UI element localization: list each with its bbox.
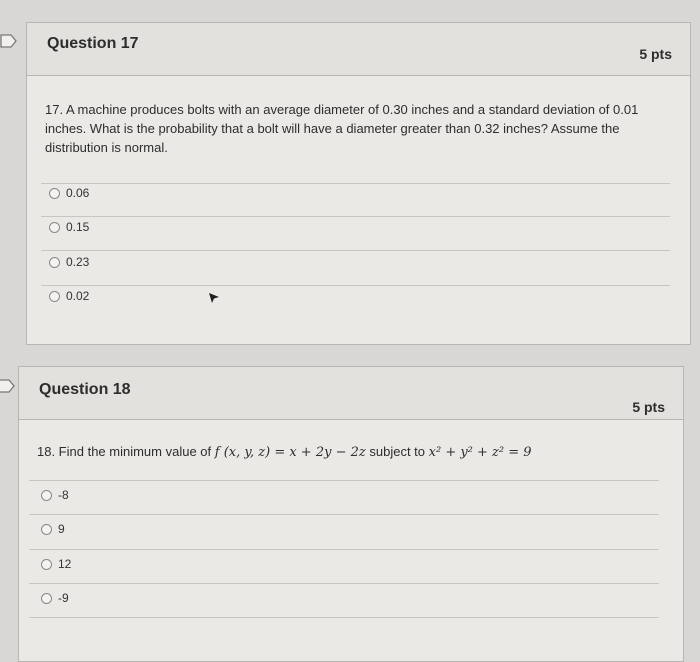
answer-option-17a[interactable] (49, 186, 89, 200)
question-18-text (37, 442, 677, 462)
answer-label: -9 (58, 591, 69, 605)
mouse-cursor-icon (207, 291, 221, 305)
radio-button[interactable] (41, 559, 52, 570)
answer-option-17b[interactable] (49, 220, 89, 234)
question-18-prefix: 18. Find the minimum value of (37, 444, 212, 459)
radio-button[interactable] (49, 291, 60, 302)
answer-option-17d[interactable] (49, 289, 89, 303)
divider (41, 183, 670, 184)
answer-option-18c[interactable] (41, 557, 71, 571)
question-17-points: 5 pts (639, 46, 672, 62)
question-18-middle: subject to (369, 444, 426, 459)
question-18-title: Question 18 (39, 381, 131, 398)
answer-label: 12 (58, 557, 72, 571)
answer-label: 0.15 (66, 220, 90, 234)
question-18-function: f (x, y, z) = x + 2y − 2z (214, 445, 366, 460)
divider (29, 583, 659, 584)
answer-label: 0.02 (66, 289, 90, 303)
radio-button[interactable] (49, 257, 60, 268)
radio-button[interactable] (49, 222, 60, 233)
question-17-text: 17. A machine produces bolts with an average diameter of 0.30 inches and a standard deviation of 0.01 inches. What is the probability that a bolt will have a diameter greater than 0.32 inches? Assume the distribution is normal. (45, 102, 639, 155)
divider (41, 285, 670, 286)
answer-option-18a[interactable] (41, 488, 69, 502)
question-18-constraint: x² + y² + z² = 9 (428, 445, 532, 460)
divider (29, 549, 659, 550)
question-18-points: 5 pts (632, 399, 665, 415)
divider (29, 514, 659, 515)
answer-option-18b[interactable] (41, 522, 65, 536)
radio-button[interactable] (41, 490, 52, 501)
radio-button[interactable] (49, 188, 60, 199)
radio-button[interactable] (41, 593, 52, 604)
bookmark-icon[interactable] (0, 377, 16, 395)
answer-option-18d[interactable] (41, 591, 69, 605)
question-18-header (19, 367, 683, 420)
bookmark-icon[interactable] (0, 32, 18, 50)
divider (41, 216, 670, 217)
answer-label: 0.06 (66, 186, 90, 200)
question-18-card (18, 366, 684, 662)
answer-label: 9 (58, 522, 65, 536)
divider (41, 250, 670, 251)
question-17-header (27, 23, 690, 76)
radio-button[interactable] (41, 524, 52, 535)
answer-label: 0.23 (66, 255, 90, 269)
answer-label: -8 (58, 488, 69, 502)
divider (29, 480, 659, 481)
answer-option-17c[interactable] (49, 255, 89, 269)
question-17-title: Question 17 (47, 35, 139, 52)
divider (29, 617, 659, 618)
question-17-card (26, 22, 691, 345)
